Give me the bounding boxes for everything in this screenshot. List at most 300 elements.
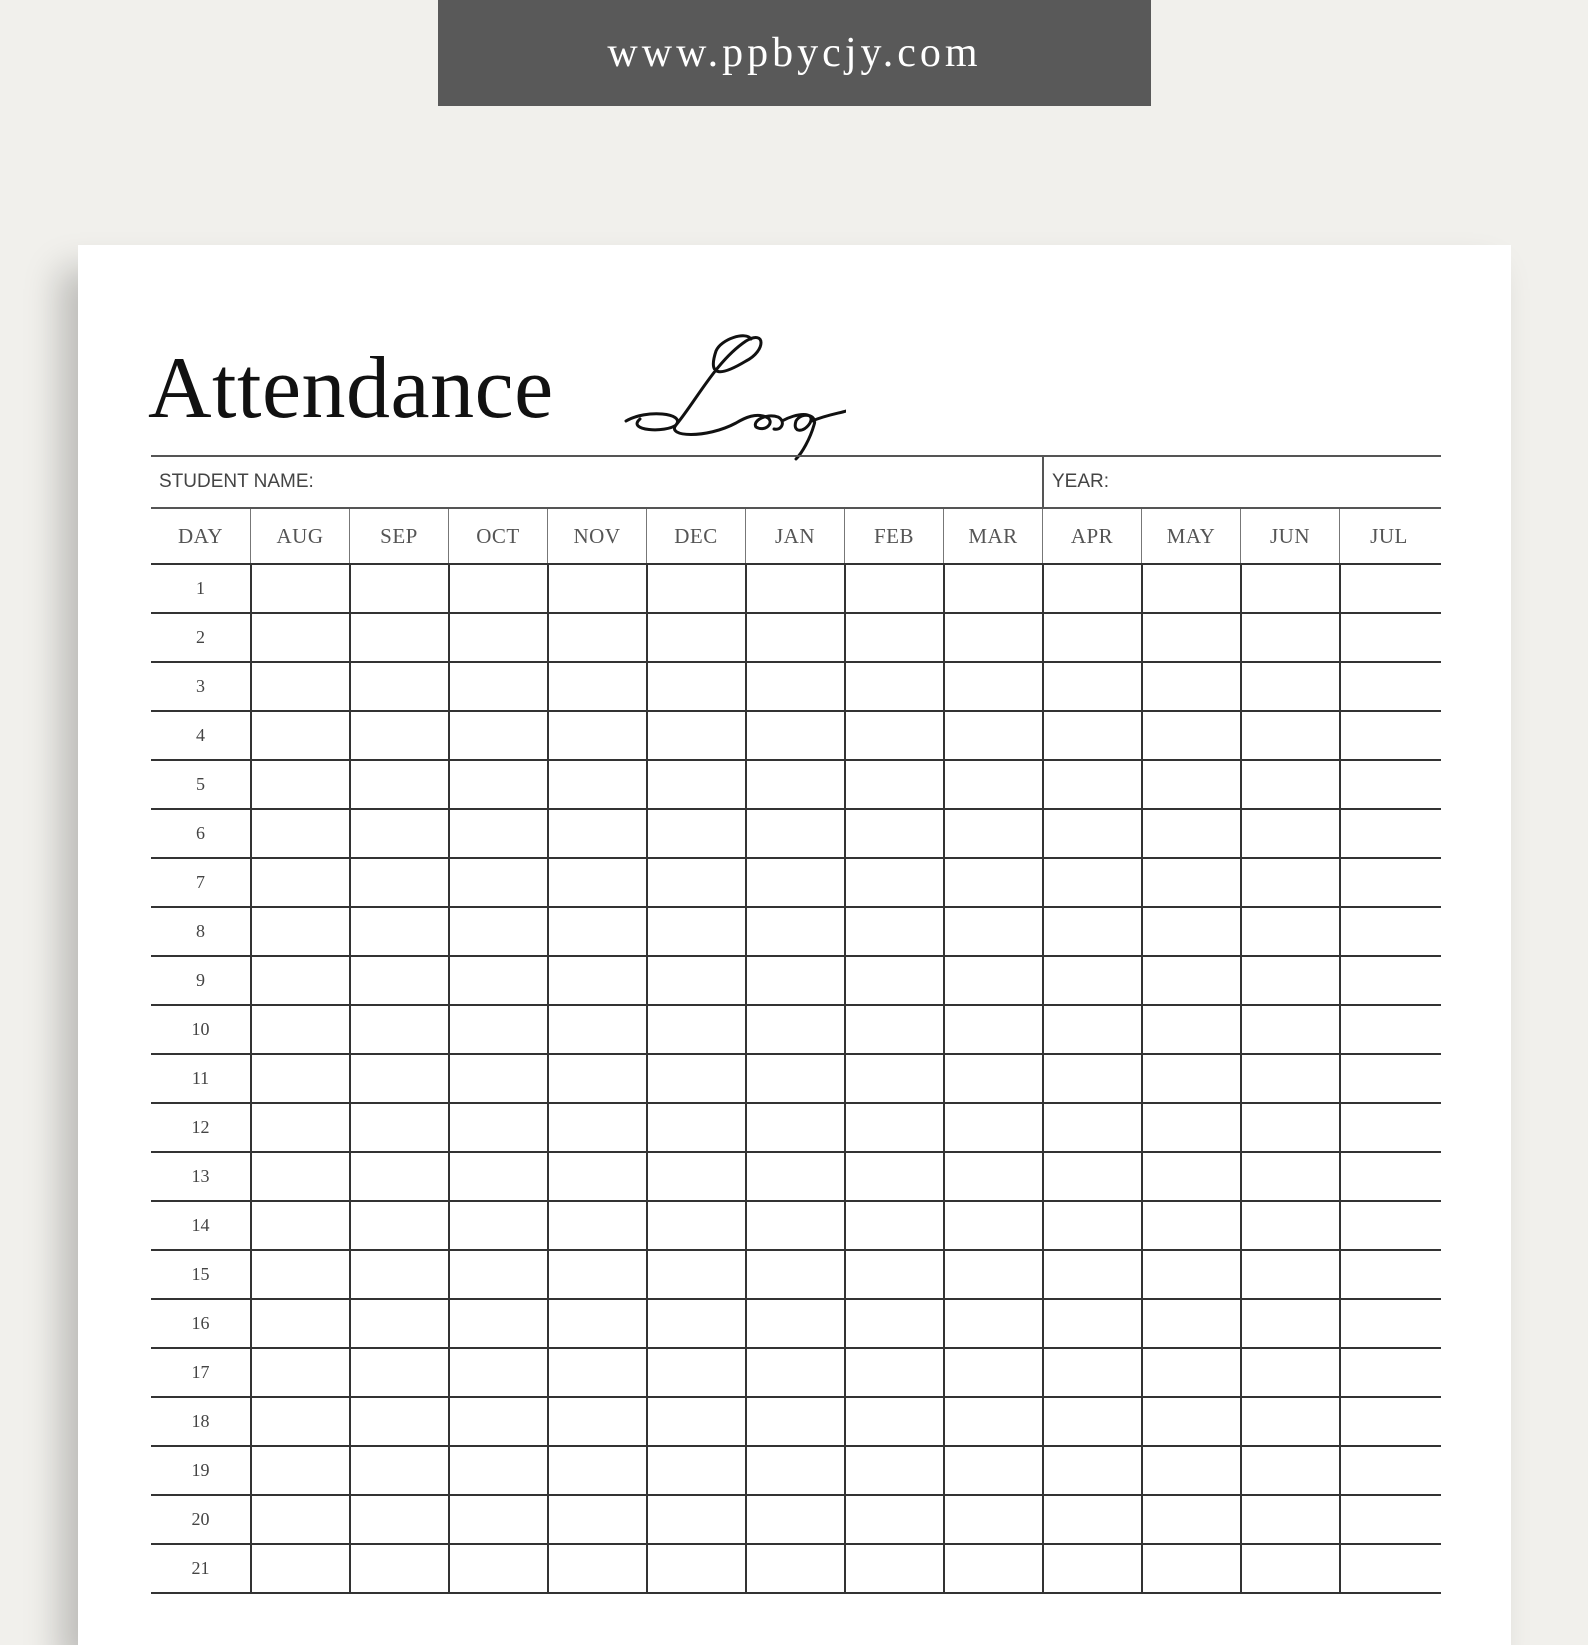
attendance-cell[interactable] [646,761,745,808]
student-name-field[interactable] [151,457,1044,507]
attendance-cell[interactable] [1042,1251,1141,1298]
website-banner [438,0,1151,106]
attendance-cell[interactable] [745,1104,844,1151]
attendance-cell[interactable] [349,859,448,906]
day-number: 6 [196,823,205,843]
attendance-cell[interactable] [547,1447,646,1494]
attendance-cell[interactable] [745,1055,844,1102]
attendance-cell[interactable] [547,1398,646,1445]
attendance-cell[interactable] [1141,1104,1240,1151]
attendance-cell[interactable] [1339,1300,1438,1347]
attendance-cell[interactable] [646,1545,745,1592]
attendance-cell[interactable] [1339,908,1438,955]
attendance-cell[interactable] [1240,859,1339,906]
attendance-cell[interactable] [745,761,844,808]
attendance-cell[interactable] [646,1251,745,1298]
attendance-cell[interactable] [1141,1006,1240,1053]
attendance-cell[interactable] [943,712,1042,759]
day-rows [151,565,1441,1594]
attendance-cell[interactable] [547,1496,646,1543]
attendance-cell[interactable] [646,663,745,710]
attendance-cell[interactable] [844,663,943,710]
attendance-cell[interactable] [547,1104,646,1151]
attendance-cell[interactable] [250,1153,349,1200]
attendance-cell[interactable] [349,614,448,661]
attendance-cell[interactable] [448,1055,547,1102]
attendance-cell[interactable] [349,1545,448,1592]
attendance-cell[interactable] [250,712,349,759]
attendance-cell[interactable] [547,859,646,906]
attendance-cell[interactable] [844,1349,943,1396]
attendance-cell[interactable] [844,614,943,661]
attendance-cell[interactable] [943,1104,1042,1151]
attendance-cell[interactable] [1042,1006,1141,1053]
attendance-cell[interactable] [745,1349,844,1396]
column-header-may: MAY [1141,509,1240,563]
attendance-cell[interactable] [448,1251,547,1298]
attendance-cell[interactable] [1141,1545,1240,1592]
attendance-cell[interactable] [646,1398,745,1445]
attendance-cell[interactable] [547,712,646,759]
attendance-cell[interactable] [1240,1496,1339,1543]
attendance-cell[interactable] [250,1006,349,1053]
attendance-cell[interactable] [547,908,646,955]
attendance-cell[interactable] [448,1447,547,1494]
attendance-cell[interactable] [1339,1447,1438,1494]
day-number: 12 [191,1117,210,1137]
script-log-title [606,321,846,461]
attendance-cell[interactable] [250,614,349,661]
attendance-cell[interactable] [943,1447,1042,1494]
attendance-cell[interactable] [1042,712,1141,759]
attendance-cell[interactable] [943,761,1042,808]
attendance-cell[interactable] [745,1006,844,1053]
attendance-cell[interactable] [646,1104,745,1151]
attendance-cell[interactable] [1042,1496,1141,1543]
attendance-cell[interactable] [1240,1055,1339,1102]
attendance-cell[interactable] [646,810,745,857]
attendance-cell[interactable] [1339,1398,1438,1445]
attendance-cell[interactable] [1339,712,1438,759]
attendance-cell[interactable] [646,859,745,906]
attendance-cell[interactable] [943,859,1042,906]
attendance-cell[interactable] [1240,1006,1339,1053]
attendance-cell[interactable] [349,1447,448,1494]
attendance-cell[interactable] [547,663,646,710]
attendance-cell[interactable] [448,1202,547,1249]
attendance-cell[interactable] [646,1447,745,1494]
column-header-oct: OCT [448,509,547,563]
attendance-cell[interactable] [547,1251,646,1298]
attendance-cell[interactable] [1141,1202,1240,1249]
attendance-cell[interactable] [745,1300,844,1347]
attendance-cell[interactable] [745,1251,844,1298]
attendance-cell[interactable] [1339,1153,1438,1200]
attendance-cell[interactable] [250,1398,349,1445]
attendance-cell[interactable] [250,1545,349,1592]
attendance-cell[interactable] [1339,859,1438,906]
attendance-cell[interactable] [745,712,844,759]
attendance-cell[interactable] [349,1104,448,1151]
attendance-cell[interactable] [1141,859,1240,906]
attendance-cell[interactable] [1042,614,1141,661]
attendance-cell[interactable] [1240,957,1339,1004]
attendance-cell[interactable] [1141,957,1240,1004]
attendance-cell[interactable] [745,1496,844,1543]
day-number: 4 [196,725,205,745]
attendance-cell[interactable] [844,859,943,906]
attendance-cell[interactable] [1339,1496,1438,1543]
table-row [151,957,1441,1006]
attendance-cell[interactable] [547,1545,646,1592]
attendance-cell[interactable] [448,663,547,710]
attendance-cell[interactable] [943,1300,1042,1347]
attendance-cell[interactable] [1141,1251,1240,1298]
attendance-cell[interactable] [349,957,448,1004]
attendance-cell[interactable] [1042,1104,1141,1151]
attendance-cell[interactable] [1240,663,1339,710]
attendance-cell[interactable] [1240,1202,1339,1249]
attendance-cell[interactable] [448,1398,547,1445]
attendance-cell[interactable] [745,614,844,661]
attendance-cell[interactable] [1042,1202,1141,1249]
attendance-cell[interactable] [1141,614,1240,661]
attendance-cell[interactable] [943,1006,1042,1053]
attendance-cell[interactable] [943,1202,1042,1249]
attendance-cell[interactable] [1042,1153,1141,1200]
attendance-cell[interactable] [943,1496,1042,1543]
attendance-cell[interactable] [844,1055,943,1102]
attendance-cell[interactable] [745,859,844,906]
day-number: 11 [191,1068,210,1088]
attendance-cell[interactable] [250,565,349,612]
attendance-cell[interactable] [349,1398,448,1445]
attendance-cell[interactable] [1240,1349,1339,1396]
attendance-cell[interactable] [943,1055,1042,1102]
attendance-cell[interactable] [349,663,448,710]
attendance-cell[interactable] [745,663,844,710]
attendance-cell[interactable] [250,761,349,808]
attendance-cell[interactable] [250,1349,349,1396]
attendance-cell[interactable] [1240,614,1339,661]
attendance-cell[interactable] [1141,810,1240,857]
attendance-cell[interactable] [844,1153,943,1200]
column-header-dec: DEC [646,509,745,563]
column-header-feb: FEB [844,509,943,563]
column-header-nov: NOV [547,509,646,563]
column-header-aug: AUG [250,509,349,563]
table-row [151,1545,1441,1594]
attendance-cell[interactable] [943,810,1042,857]
attendance-cell[interactable] [745,1545,844,1592]
attendance-cell[interactable] [745,1398,844,1445]
attendance-cell[interactable] [844,1496,943,1543]
attendance-cell[interactable] [1240,1447,1339,1494]
attendance-cell[interactable] [1141,908,1240,955]
attendance-cell[interactable] [1141,712,1240,759]
attendance-cell[interactable] [943,1251,1042,1298]
attendance-cell[interactable] [1141,663,1240,710]
attendance-cell[interactable] [646,908,745,955]
column-header-jan: JAN [745,509,844,563]
attendance-cell[interactable] [844,1104,943,1151]
attendance-cell[interactable] [349,1251,448,1298]
attendance-cell[interactable] [1339,1251,1438,1298]
attendance-cell[interactable] [1042,1545,1141,1592]
attendance-cell[interactable] [1141,1349,1240,1396]
attendance-cell[interactable] [1141,1398,1240,1445]
day-number: 18 [191,1411,210,1431]
attendance-cell[interactable] [646,614,745,661]
table-row [151,614,1441,663]
attendance-cell[interactable] [448,1545,547,1592]
attendance-cell[interactable] [250,810,349,857]
table-row [151,1104,1441,1153]
attendance-cell[interactable] [448,1104,547,1151]
day-number: 15 [191,1264,210,1284]
student-name-label: STUDENT NAME: [159,471,314,492]
attendance-cell[interactable] [250,1300,349,1347]
attendance-cell[interactable] [250,1447,349,1494]
attendance-cell[interactable] [448,614,547,661]
attendance-cell[interactable] [844,565,943,612]
attendance-cell[interactable] [745,1153,844,1200]
attendance-cell[interactable] [844,810,943,857]
attendance-cell[interactable] [547,1349,646,1396]
attendance-cell[interactable] [448,1349,547,1396]
attendance-cell[interactable] [547,1055,646,1102]
attendance-cell[interactable] [1141,1153,1240,1200]
attendance-cell[interactable] [943,1398,1042,1445]
attendance-cell[interactable] [1339,1104,1438,1151]
attendance-cell[interactable] [745,565,844,612]
attendance-cell[interactable] [1042,957,1141,1004]
attendance-cell[interactable] [250,663,349,710]
attendance-cell[interactable] [547,565,646,612]
attendance-cell[interactable] [943,957,1042,1004]
attendance-cell[interactable] [1042,1055,1141,1102]
attendance-cell[interactable] [844,1202,943,1249]
attendance-cell[interactable] [1141,1055,1240,1102]
day-number: 13 [191,1166,210,1186]
attendance-cell[interactable] [646,1153,745,1200]
attendance-cell[interactable] [943,663,1042,710]
attendance-cell[interactable] [250,859,349,906]
info-row [151,455,1441,509]
table-row [151,908,1441,957]
year-label: YEAR: [1052,471,1110,492]
attendance-cell[interactable] [844,1300,943,1347]
attendance-cell[interactable] [448,957,547,1004]
attendance-cell[interactable] [1339,663,1438,710]
attendance-cell[interactable] [349,1349,448,1396]
attendance-table [151,455,1441,1594]
attendance-cell[interactable] [646,1202,745,1249]
attendance-cell[interactable] [844,1447,943,1494]
attendance-cell[interactable] [1141,1300,1240,1347]
day-number: 20 [191,1509,210,1529]
attendance-cell[interactable] [1339,1202,1438,1249]
attendance-cell[interactable] [1339,1006,1438,1053]
attendance-cell[interactable] [547,957,646,1004]
day-number: 1 [196,578,205,598]
table-row [151,761,1441,810]
attendance-cell[interactable] [844,1398,943,1445]
attendance-cell[interactable] [1240,565,1339,612]
table-row [151,859,1441,908]
attendance-cell[interactable] [1042,859,1141,906]
attendance-cell[interactable] [646,1496,745,1543]
attendance-cell[interactable] [844,761,943,808]
attendance-cell[interactable] [1339,1055,1438,1102]
attendance-cell[interactable] [349,1055,448,1102]
attendance-cell[interactable] [448,761,547,808]
attendance-cell[interactable] [250,957,349,1004]
attendance-cell[interactable] [1042,908,1141,955]
attendance-cell[interactable] [844,957,943,1004]
attendance-cell[interactable] [1240,1398,1339,1445]
attendance-cell[interactable] [646,1055,745,1102]
attendance-cell[interactable] [349,1496,448,1543]
attendance-cell[interactable] [646,712,745,759]
attendance-cell[interactable] [943,614,1042,661]
attendance-cell[interactable] [1240,712,1339,759]
attendance-cell[interactable] [349,1202,448,1249]
attendance-cell[interactable] [1339,565,1438,612]
attendance-cell[interactable] [844,1006,943,1053]
attendance-cell[interactable] [646,1300,745,1347]
attendance-cell[interactable] [1240,1153,1339,1200]
day-number: 8 [196,921,205,941]
attendance-cell[interactable] [646,565,745,612]
attendance-cell[interactable] [448,1496,547,1543]
attendance-cell[interactable] [844,712,943,759]
attendance-cell[interactable] [349,761,448,808]
page-title: Attendance [148,340,554,437]
attendance-cell[interactable] [1141,1496,1240,1543]
attendance-cell[interactable] [547,614,646,661]
day-number: 9 [196,970,205,990]
attendance-cell[interactable] [745,957,844,1004]
attendance-cell[interactable] [1042,1349,1141,1396]
attendance-cell[interactable] [1240,1251,1339,1298]
column-header-day: DAY [177,523,224,548]
attendance-cell[interactable] [1240,1104,1339,1151]
attendance-cell[interactable] [349,810,448,857]
attendance-cell[interactable] [745,1447,844,1494]
attendance-cell[interactable] [250,908,349,955]
attendance-cell[interactable] [1339,957,1438,1004]
column-header-sep: SEP [349,509,448,563]
attendance-cell[interactable] [448,810,547,857]
day-number: 2 [196,627,205,647]
attendance-cell[interactable] [448,908,547,955]
attendance-cell[interactable] [349,1006,448,1053]
year-field[interactable] [1044,457,1441,507]
day-number: 21 [191,1558,210,1578]
attendance-cell[interactable] [1141,761,1240,808]
attendance-cell[interactable] [1042,565,1141,612]
attendance-cell[interactable] [745,908,844,955]
attendance-cell[interactable] [1339,810,1438,857]
attendance-cell[interactable] [547,1006,646,1053]
attendance-cell[interactable] [1339,1545,1438,1592]
attendance-cell[interactable] [646,1006,745,1053]
attendance-cell[interactable] [646,957,745,1004]
attendance-cell[interactable] [448,712,547,759]
day-number: 10 [191,1019,210,1039]
attendance-cell[interactable] [250,1055,349,1102]
attendance-cell[interactable] [547,761,646,808]
attendance-cell[interactable] [1042,1300,1141,1347]
attendance-cell[interactable] [1339,614,1438,661]
attendance-cell[interactable] [1240,761,1339,808]
day-number: 16 [191,1313,210,1333]
attendance-cell[interactable] [448,859,547,906]
attendance-cell[interactable] [448,1300,547,1347]
attendance-cell[interactable] [250,1251,349,1298]
attendance-cell[interactable] [448,1153,547,1200]
table-row [151,1202,1441,1251]
attendance-cell[interactable] [1042,1398,1141,1445]
attendance-cell[interactable] [1042,810,1141,857]
attendance-cell[interactable] [844,1545,943,1592]
attendance-cell[interactable] [448,565,547,612]
attendance-cell[interactable] [547,1153,646,1200]
attendance-cell[interactable] [844,908,943,955]
attendance-cell[interactable] [1240,810,1339,857]
table-row [151,1447,1441,1496]
attendance-cell[interactable] [943,908,1042,955]
attendance-cell[interactable] [547,810,646,857]
attendance-cell[interactable] [547,1202,646,1249]
attendance-cell[interactable] [1141,565,1240,612]
table-row [151,565,1441,614]
attendance-cell[interactable] [1240,1545,1339,1592]
attendance-cell[interactable] [1042,761,1141,808]
attendance-cell[interactable] [547,1300,646,1347]
attendance-cell[interactable] [1240,908,1339,955]
attendance-cell[interactable] [1339,1349,1438,1396]
attendance-cell[interactable] [250,1202,349,1249]
table-row [151,1055,1441,1104]
attendance-cell[interactable] [250,1104,349,1151]
attendance-cell[interactable] [349,908,448,955]
attendance-cell[interactable] [943,1545,1042,1592]
attendance-cell[interactable] [943,1153,1042,1200]
attendance-cell[interactable] [349,1153,448,1200]
attendance-cell[interactable] [943,1349,1042,1396]
column-header-jul: JUL [1339,509,1438,563]
attendance-cell[interactable] [349,712,448,759]
day-number: 14 [191,1215,210,1235]
attendance-cell[interactable] [844,1251,943,1298]
attendance-cell[interactable] [646,1349,745,1396]
attendance-cell[interactable] [943,565,1042,612]
attendance-cell[interactable] [349,1300,448,1347]
attendance-cell[interactable] [1339,761,1438,808]
attendance-cell[interactable] [448,1006,547,1053]
attendance-cell[interactable] [745,810,844,857]
attendance-cell[interactable] [745,1202,844,1249]
attendance-cell[interactable] [1042,663,1141,710]
attendance-cell[interactable] [1042,1447,1141,1494]
attendance-cell[interactable] [349,565,448,612]
attendance-cell[interactable] [1240,1300,1339,1347]
table-row [151,663,1441,712]
attendance-cell[interactable] [1141,1447,1240,1494]
attendance-cell[interactable] [250,1496,349,1543]
